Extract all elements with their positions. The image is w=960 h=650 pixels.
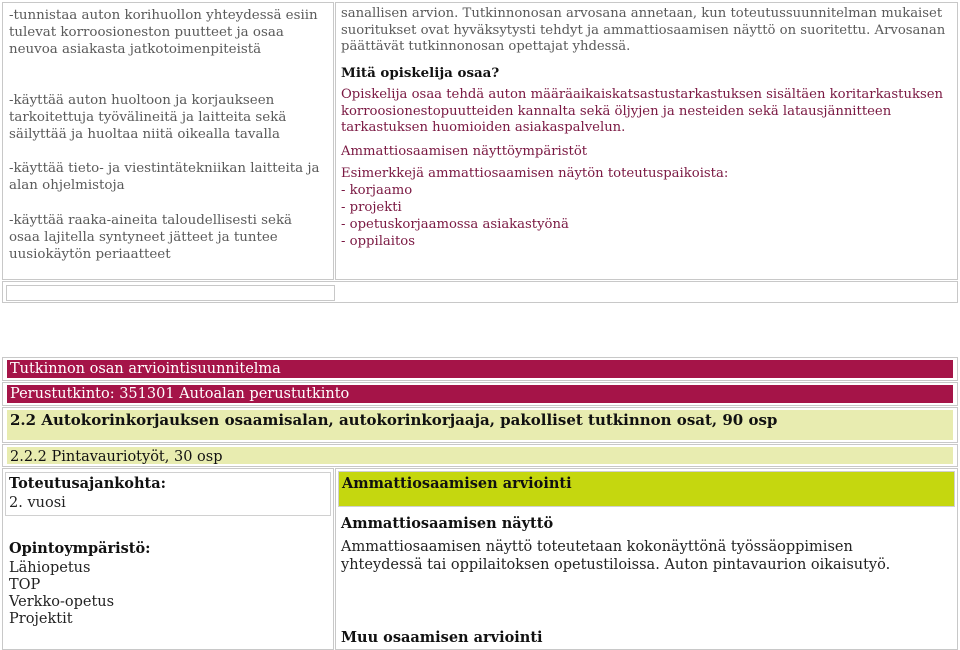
module-fill [7,447,953,464]
demo-heading: Ammattiosaamisen näyttö [341,515,554,532]
competence-item: -tunnistaa auton korihuollon yhteydessä esiin tulevat korroosioneston puutteet ja osaa neuvoa asiakasta jatkotoimenpiteistä [9,8,318,57]
assessment-heading-box [338,471,955,507]
timing-value: 2. vuosi [9,495,66,511]
environment-item: - oppilaitos [341,234,415,249]
competence-list-cell [2,2,334,280]
timing-box [5,472,331,516]
environment-label: Opintoympäristö: [9,540,151,557]
competence-area-title: 2.2 Autokorinkorjauksen osaamisalan, autokorinkorjaaja, pakolliset tutkinnon osat, 90 osp [10,411,778,429]
module-bar [2,444,958,467]
degree-fill [7,385,953,403]
environment-intro: Esimerkkejä ammattiosaamisen näytön toteutuspaikoista: [341,166,729,181]
empty-cell [6,285,335,301]
assessment-heading: Ammattiosaamisen arviointi [342,475,572,492]
degree-bar [2,382,958,406]
environment-value: TOP [9,577,41,593]
environment-item: - projekti [341,200,402,215]
competence-item: -käyttää raaka-aineita taloudellisesti sekä osaa lajitella syntyneet jätteet ja tuntee uusiokäytön periaatteet [9,213,293,262]
assessment-text: sanallisen arvion. Tutkinnonosan arvosana annetaan, kun toteutussuunnitelman mukaiset suoritukset ovat hyväksytysti tehdyt ja ammattiosaamisen näyttö on suoritettu. Arvosanan päättävät tutkinnonosan opettajat yhdessä. [341,6,946,54]
degree-title: Perustutkinto: 351301 Autoalan perustutkinto [10,386,350,402]
environment-item: - opetuskorjaamossa asiakastyönä [341,217,569,232]
assessment-info-cell [335,2,958,280]
other-assessment-heading: Muu osaamisen arviointi [341,629,543,646]
what-heading: Mitä opiskelija osaa? [341,65,500,81]
module-title: 2.2.2 Pintavauriotyöt, 30 osp [10,449,223,465]
study-info-cell [2,468,334,650]
plan-title: Tutkinnon osan arviointisuunnitelma [10,361,281,377]
competence-area-fill [7,410,953,440]
competence-item: -käyttää tieto- ja viestintätekniikan laitteita ja alan ohjelmistoja [9,161,320,193]
environment-heading: Ammattiosaamisen näyttöympäristöt [341,144,588,159]
empty-table-row [2,281,958,303]
competence-area-bar [2,407,958,443]
environment-value: Verkko-opetus [9,594,115,610]
what-text: Opiskelija osaa tehdä auton määräaikaiskatsastustarkastuksen sisältäen koritarkastuksen korroosionestopuutteiden kannalta sekä öljyjen ja nesteiden sekä latausjännitteen tarkastuksen huomioiden asiakaspalvelun. [341,87,944,135]
competence-item: -käyttää auton huoltoon ja korjaukseen tarkoitettuja työvälineitä ja laitteita sekä säilyttää ja huoltaa niitä oikealla tavalla [9,93,287,142]
environment-value: Lähiopetus [9,560,91,576]
demo-text: Ammattiosaamisen näyttö toteutetaan kokonäyttönä työssäoppimisen yhteydessä tai oppilaitoksen opetustiloissa. Auton pintavaurion oikaisutyö. [341,539,891,573]
environment-item: - korjaamo [341,183,413,198]
timing-label: Toteutusajankohta: [9,475,166,492]
plan-title-fill [7,360,953,378]
plan-title-bar [2,357,958,381]
assessment-cell [335,468,958,650]
environment-value: Projektit [9,611,73,627]
